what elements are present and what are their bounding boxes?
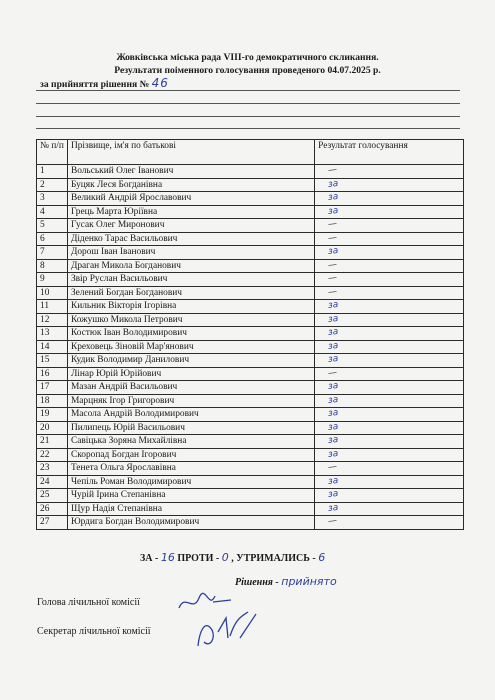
row-result: — bbox=[327, 367, 338, 379]
table-row bbox=[37, 205, 464, 219]
row-name: Пилипець Юрій Васильович bbox=[67, 421, 314, 435]
row-result-cell bbox=[315, 475, 464, 489]
table-row bbox=[37, 192, 464, 206]
row-number: 26 bbox=[37, 502, 68, 516]
row-name: Тенета Ольга Ярославівна bbox=[67, 462, 314, 476]
table-row bbox=[37, 286, 464, 300]
row-result: за bbox=[327, 192, 339, 204]
table-row bbox=[37, 489, 464, 503]
row-result-cell bbox=[315, 165, 464, 179]
row-result-cell bbox=[315, 448, 464, 462]
row-number: 3 bbox=[37, 192, 68, 206]
row-name: Драган Микола Богданович bbox=[67, 259, 314, 273]
table-row bbox=[37, 327, 464, 341]
row-number: 7 bbox=[37, 246, 68, 260]
row-number: 20 bbox=[37, 421, 68, 435]
row-name: Буцяк Леся Богданівна bbox=[67, 178, 314, 192]
row-number: 21 bbox=[37, 435, 68, 449]
row-name: Вольський Олег Іванович bbox=[67, 165, 314, 179]
row-result-cell bbox=[315, 354, 464, 368]
table-row bbox=[37, 435, 464, 449]
row-result-cell bbox=[315, 178, 464, 192]
table-row bbox=[37, 516, 464, 530]
row-result-cell bbox=[315, 286, 464, 300]
row-result: за bbox=[327, 340, 339, 352]
row-result-cell bbox=[315, 435, 464, 449]
row-result-cell bbox=[315, 381, 464, 395]
row-result: за bbox=[327, 354, 339, 366]
row-result-cell bbox=[315, 367, 464, 381]
row-number: 17 bbox=[37, 381, 68, 395]
table-row bbox=[37, 502, 464, 516]
table-row bbox=[37, 448, 464, 462]
row-result: за bbox=[327, 327, 339, 339]
row-result-cell bbox=[315, 246, 464, 260]
row-result-cell bbox=[315, 340, 464, 354]
row-result: за bbox=[327, 313, 339, 325]
table-row bbox=[37, 367, 464, 381]
chair-label: Голова лічильної комісії bbox=[37, 597, 140, 608]
row-result: за bbox=[327, 489, 339, 501]
divider-line bbox=[36, 116, 460, 117]
row-result: за bbox=[327, 408, 339, 420]
row-number: 2 bbox=[37, 178, 68, 192]
table-row bbox=[37, 462, 464, 476]
row-result: — bbox=[327, 273, 338, 285]
row-name: Діденко Тарас Васильович bbox=[67, 232, 314, 246]
table-row bbox=[37, 165, 464, 179]
row-name: Кильник Вікторія Ігорівна bbox=[67, 300, 314, 314]
table-row bbox=[37, 408, 464, 422]
row-result: за bbox=[327, 448, 339, 460]
table-row bbox=[37, 178, 464, 192]
row-result-cell bbox=[315, 516, 464, 530]
row-result-cell bbox=[315, 259, 464, 273]
document-header bbox=[0, 52, 495, 92]
column-header-number: № п/п bbox=[37, 140, 68, 165]
row-number: 18 bbox=[37, 394, 68, 408]
decision-label: Рішення - bbox=[235, 577, 279, 588]
row-number: 11 bbox=[37, 300, 68, 314]
row-result-cell bbox=[315, 408, 464, 422]
row-number: 14 bbox=[37, 340, 68, 354]
table-row bbox=[37, 313, 464, 327]
row-number: 6 bbox=[37, 232, 68, 246]
row-result-cell bbox=[315, 327, 464, 341]
row-number: 13 bbox=[37, 327, 68, 341]
row-result: за bbox=[327, 435, 339, 447]
row-result: за bbox=[327, 394, 339, 406]
table-row bbox=[37, 219, 464, 233]
row-result: — bbox=[327, 219, 338, 231]
table-row bbox=[37, 421, 464, 435]
za-label: ЗА - bbox=[140, 553, 159, 564]
row-name: Марцняк Ігор Григорович bbox=[67, 394, 314, 408]
row-result: — bbox=[327, 516, 338, 528]
row-result-cell bbox=[315, 232, 464, 246]
row-name: Звір Руслан Васильович bbox=[67, 273, 314, 287]
row-number: 27 bbox=[37, 516, 68, 530]
row-result-cell bbox=[315, 205, 464, 219]
row-result: за bbox=[327, 178, 339, 190]
table-row bbox=[37, 354, 464, 368]
divider-line bbox=[36, 103, 460, 104]
row-name: Мазан Андрій Васильович bbox=[67, 381, 314, 395]
decision-prefix: за прийняття рішення № bbox=[40, 79, 150, 90]
row-result: за bbox=[327, 300, 339, 312]
row-result: за bbox=[327, 381, 339, 393]
secretary-signature-icon bbox=[190, 608, 265, 653]
table-row bbox=[37, 394, 464, 408]
row-number: 1 bbox=[37, 165, 68, 179]
za-value: 16 bbox=[160, 551, 175, 564]
results-title: Результати поіменного голосування проведеного 04.07.2025 р. bbox=[114, 64, 381, 76]
row-result-cell bbox=[315, 273, 464, 287]
row-result: — bbox=[327, 462, 338, 474]
table-row bbox=[37, 340, 464, 354]
row-result: за bbox=[327, 246, 339, 258]
row-number: 19 bbox=[37, 408, 68, 422]
row-name: Великий Андрій Ярославович bbox=[67, 192, 314, 206]
utr-label: , УТРИМАЛИСЬ - bbox=[231, 553, 316, 564]
table-row bbox=[37, 300, 464, 314]
row-result-cell bbox=[315, 502, 464, 516]
row-number: 23 bbox=[37, 462, 68, 476]
row-name: Чурій Ірина Степанівна bbox=[67, 489, 314, 503]
row-name: Гусак Олег Миронович bbox=[67, 219, 314, 233]
row-result: за bbox=[327, 502, 339, 514]
row-name: Кожушко Микола Петрович bbox=[67, 313, 314, 327]
council-title: Жовківська міська рада VIII-го демократичного скликання. bbox=[116, 52, 379, 63]
row-result-cell bbox=[315, 192, 464, 206]
row-name: Юрдига Богдан Володимирович bbox=[67, 516, 314, 530]
row-number: 10 bbox=[37, 286, 68, 300]
row-name: Костюк Іван Володимирович bbox=[67, 327, 314, 341]
table-row bbox=[37, 273, 464, 287]
proty-label: ПРОТИ - bbox=[177, 553, 220, 564]
row-number: 8 bbox=[37, 259, 68, 273]
vote-totals bbox=[140, 551, 325, 564]
row-result: за bbox=[327, 421, 339, 433]
row-name: Скоропад Богдан Ігорович bbox=[67, 448, 314, 462]
row-result-cell bbox=[315, 300, 464, 314]
row-result-cell bbox=[315, 421, 464, 435]
row-number: 16 bbox=[37, 367, 68, 381]
row-result-cell bbox=[315, 313, 464, 327]
row-result-cell bbox=[315, 462, 464, 476]
row-name: Савіцька Зоряна Михайлівна bbox=[67, 435, 314, 449]
decision-value: прийнято bbox=[281, 575, 337, 588]
row-name: Грець Марта Юріївна bbox=[67, 205, 314, 219]
row-result-cell bbox=[315, 489, 464, 503]
table-header-row bbox=[37, 140, 464, 165]
row-result-cell bbox=[315, 394, 464, 408]
row-name: Масола Андрій Володимирович bbox=[67, 408, 314, 422]
table-row bbox=[37, 232, 464, 246]
row-result: — bbox=[327, 259, 338, 271]
table-row bbox=[37, 381, 464, 395]
column-header-result: Результат голосування bbox=[315, 140, 464, 165]
table-row bbox=[37, 259, 464, 273]
row-name: Креховець Зіновій Мар'янович bbox=[67, 340, 314, 354]
table-row bbox=[37, 475, 464, 489]
table-body bbox=[37, 165, 464, 530]
row-number: 12 bbox=[37, 313, 68, 327]
row-name: Щур Надія Степанівна bbox=[67, 502, 314, 516]
row-number: 5 bbox=[37, 219, 68, 233]
row-number: 4 bbox=[37, 205, 68, 219]
divider-line bbox=[36, 128, 460, 129]
secretary-label: Секретар лічильної комісії bbox=[37, 626, 151, 637]
row-result: за bbox=[327, 475, 339, 487]
row-name: Чепіль Роман Володимирович bbox=[67, 475, 314, 489]
row-number: 22 bbox=[37, 448, 68, 462]
table-row bbox=[37, 246, 464, 260]
row-result: — bbox=[327, 232, 338, 244]
row-result-cell bbox=[315, 219, 464, 233]
row-number: 9 bbox=[37, 273, 68, 287]
row-result: за bbox=[327, 205, 339, 217]
voting-table bbox=[36, 139, 464, 530]
row-name: Лінар Юрій Юрійович bbox=[67, 367, 314, 381]
row-name: Кудик Володимир Данилович bbox=[67, 354, 314, 368]
row-number: 24 bbox=[37, 475, 68, 489]
row-name: Дорош Іван Іванович bbox=[67, 246, 314, 260]
divider-line bbox=[36, 90, 460, 91]
row-result: — bbox=[327, 286, 338, 298]
utr-value: 6 bbox=[318, 551, 326, 564]
column-header-name: Прізвище, ім'я по батькові bbox=[67, 140, 314, 165]
row-name: Зелений Богдан Богданович bbox=[67, 286, 314, 300]
row-number: 15 bbox=[37, 354, 68, 368]
row-number: 25 bbox=[37, 489, 68, 503]
row-result: — bbox=[327, 165, 338, 177]
decision-number: 46 bbox=[151, 76, 169, 90]
decision-result bbox=[235, 575, 337, 588]
proty-value: 0 bbox=[221, 551, 229, 564]
